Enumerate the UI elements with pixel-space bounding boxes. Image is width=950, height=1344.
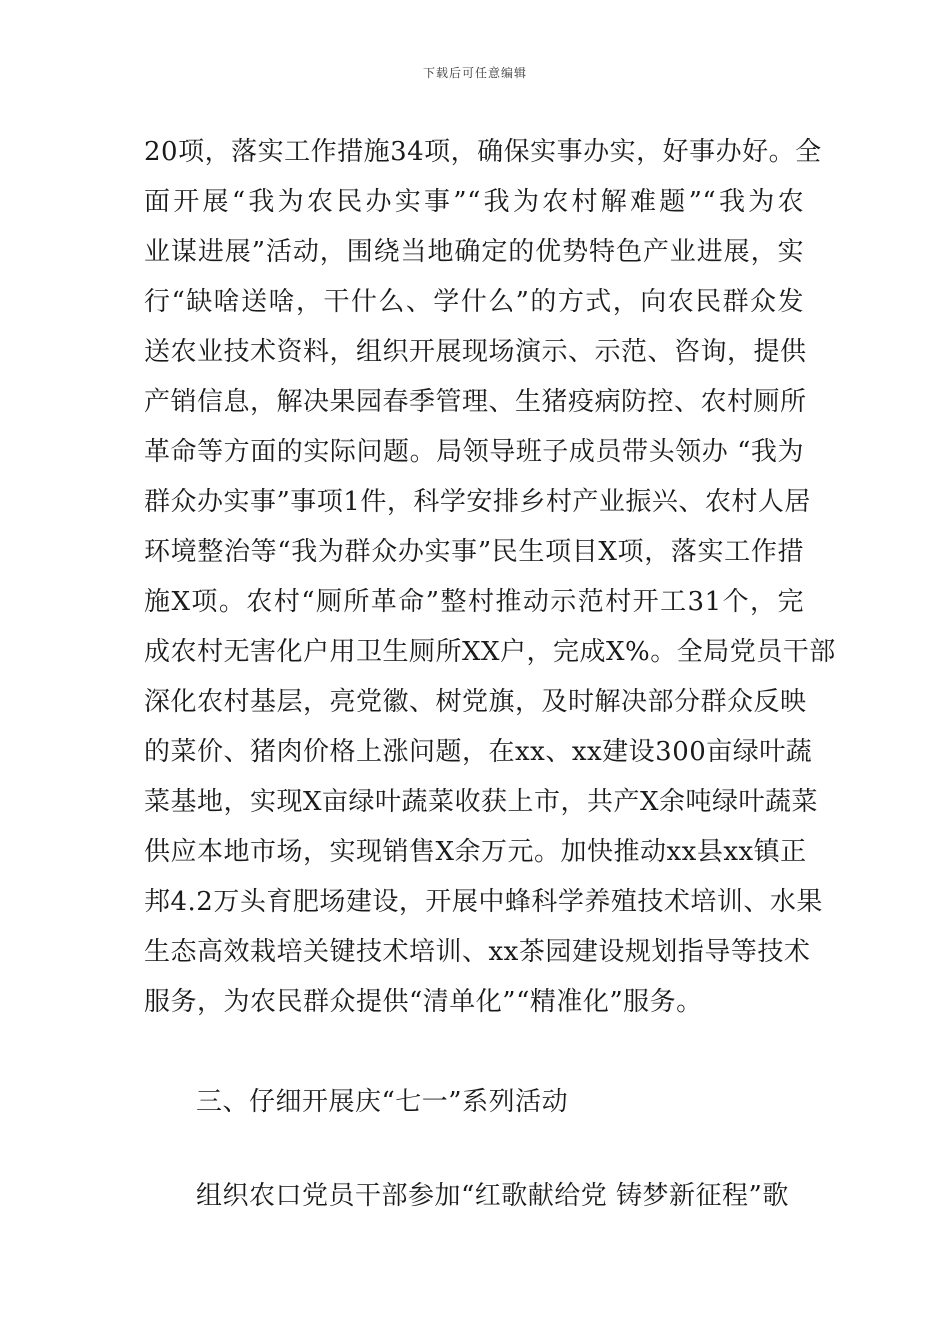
paragraph-line: 生态高效栽培关键技术培训、xx茶园建设规划指导等技术	[144, 937, 811, 967]
paragraph-line: 业谋进展”活动，围绕当地确定的优势特色产业进展，实	[144, 237, 804, 267]
paragraph-line: 群众办实事”事项1件，科学安排乡村产业振兴、农村人居	[144, 487, 811, 517]
paragraph-line-last: 服务，为农民群众提供“清单化”“精准化”服务。	[144, 987, 703, 1017]
paragraph-line: 面开展“我为农民办实事”“我为农村解难题”“我为农	[144, 187, 804, 217]
paragraph-line: 行“缺啥送啥，干什么、学什么”的方式，向农民群众发	[144, 287, 804, 317]
paragraph-line: 组织农口党员干部参加“红歌献给党 铸梦新征程”歌	[196, 1181, 789, 1211]
page-header: 下载后可任意编辑	[422, 66, 527, 80]
paragraph-line: 施X项。农村“厕所革命”整村推动示范村开工31个，完	[144, 587, 804, 617]
section-heading: 三、仔细开展庆“七一”系列活动	[196, 1087, 569, 1117]
paragraph-line: 供应本地市场，实现销售X余万元。加快推动xx县xx镇正	[144, 837, 807, 867]
paragraph-line: 20项，落实工作措施34项，确保实事办实，好事办好。全	[144, 137, 822, 167]
paragraph-line: 邦4.2万头育肥场建设，开展中蜂科学养殖技术培训、水果	[144, 887, 823, 917]
paragraph-line: 环境整治等“我为群众办实事”民生项目X项，落实工作措	[144, 537, 804, 567]
paragraph-line: 产销信息，解决果园春季管理、生猪疫病防控、农村厕所	[144, 387, 807, 417]
paragraph-line: 的菜价、猪肉价格上涨问题，在xx、xx建设300亩绿叶蔬	[144, 737, 813, 767]
paragraph-line: 菜基地，实现X亩绿叶蔬菜收获上市，共产X余吨绿叶蔬菜	[144, 787, 819, 817]
paragraph-line: 革命等方面的实际问题。局领导班子成员带头领办 “我为	[144, 437, 804, 467]
paragraph-line: 深化农村基层，亮党徽、树党旗，及时解决部分群众反映	[144, 687, 807, 717]
paragraph-line: 送农业技术资料，组织开展现场演示、示范、咨询，提供	[144, 337, 807, 367]
paragraph-line: 成农村无害化户用卫生厕所XX户，完成X%。全局党员干部	[144, 637, 836, 667]
